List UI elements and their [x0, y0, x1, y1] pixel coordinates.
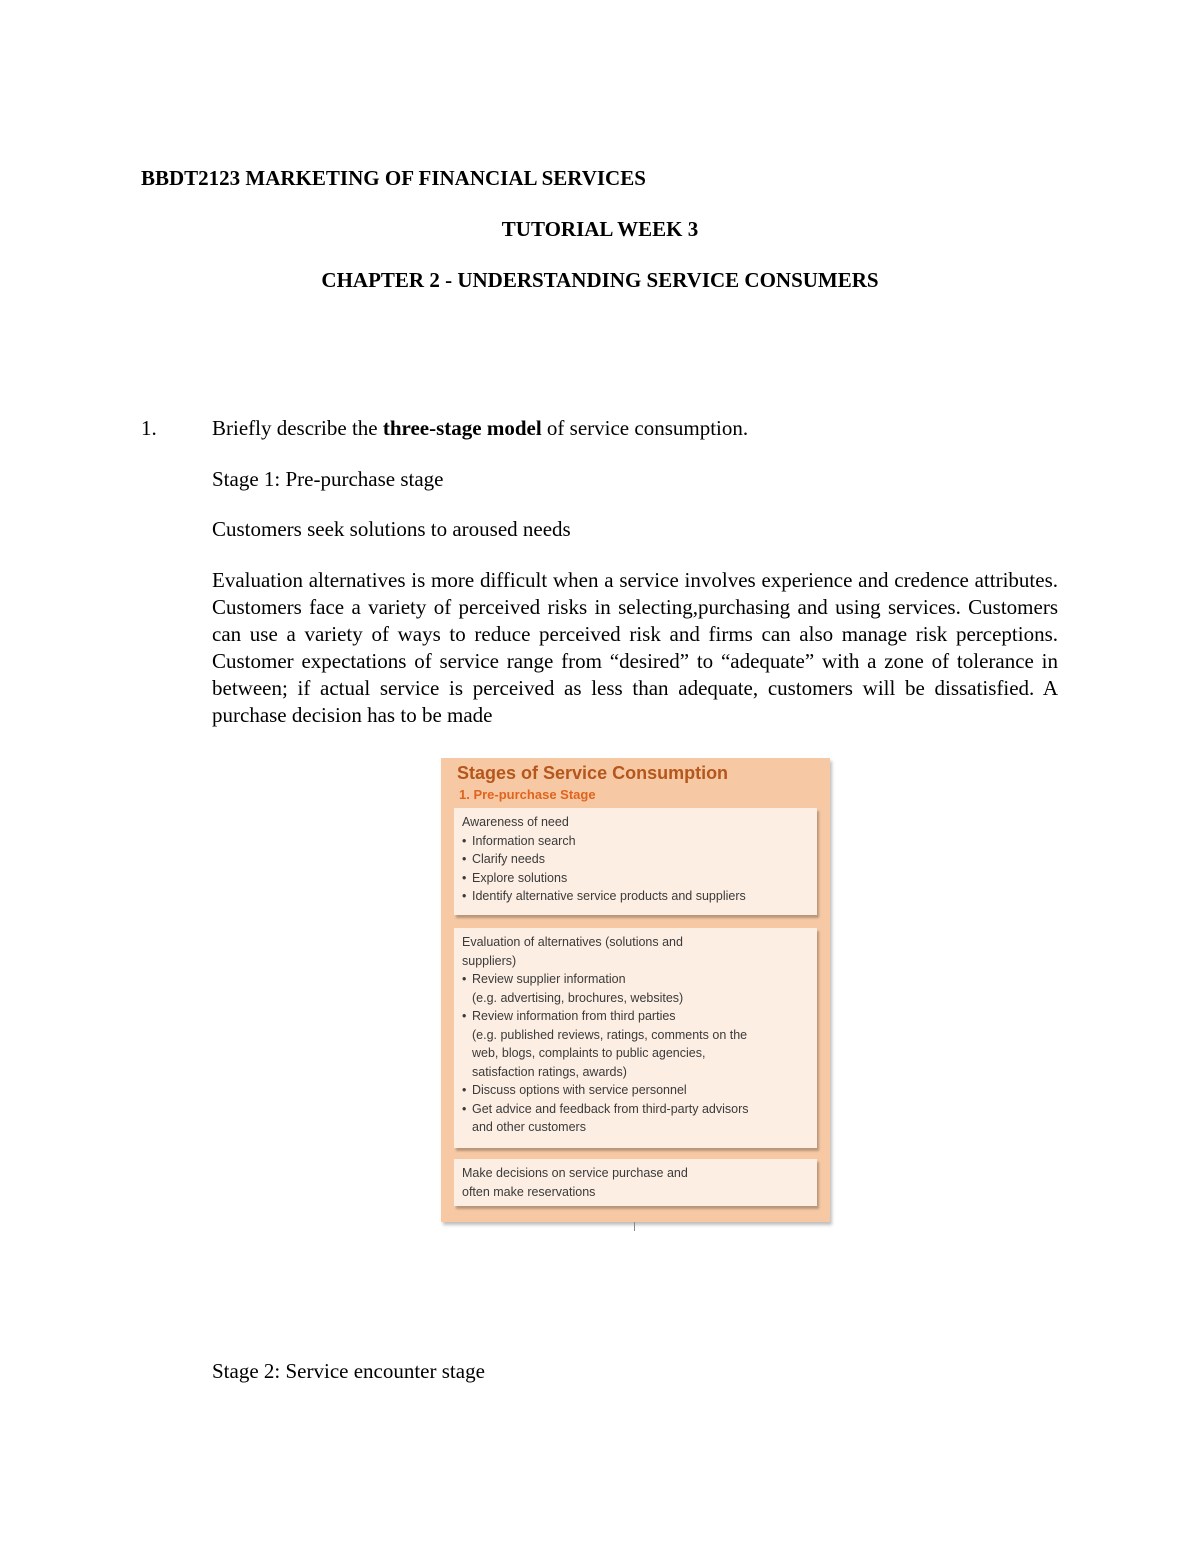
list-item-text: Review information from third parties [472, 1009, 676, 1023]
awareness-heading: Awareness of need [462, 815, 569, 829]
list-item [462, 1081, 809, 1100]
tutorial-week-heading: TUTORIAL WEEK 3 [501, 217, 699, 241]
question-text [212, 416, 748, 441]
question-number: 1. [141, 416, 157, 440]
list-item [462, 887, 809, 906]
list-item [462, 832, 809, 851]
course-title: BBDT2123 MARKETING OF FINANCIAL SERVICES [141, 166, 646, 190]
list-item-text: web, blogs, complaints to public agencies, [472, 1046, 706, 1060]
question-text-before: Briefly describe the [212, 416, 383, 440]
list-item-text: (e.g. advertising, brochures, websites) [472, 990, 684, 1005]
list-item-text: Explore solutions [472, 870, 568, 885]
chapter-title: CHAPTER 2 - UNDERSTANDING SERVICE CONSUMERS [321, 268, 879, 292]
list-item-text: and other customers [472, 1120, 586, 1134]
stage1-heading: Stage 1: Pre-purchase stage [212, 467, 444, 491]
awareness-list [462, 832, 809, 906]
list-item-text: Review supplier information [472, 972, 626, 986]
evaluation-heading [462, 933, 809, 970]
evaluation-heading-line1: Evaluation of alternatives (solutions and [462, 935, 683, 949]
list-item-text: satisfaction ratings, awards) [472, 1064, 627, 1079]
list-item [462, 970, 809, 1007]
stage2-heading: Stage 2: Service encounter stage [212, 1359, 485, 1383]
question-text-bold: three-stage model [382, 416, 542, 440]
list-item-text: Information search [472, 833, 576, 848]
list-item [462, 1007, 809, 1081]
decision-line1: Make decisions on service purchase and [462, 1166, 688, 1180]
bullet-icon: • [462, 870, 467, 885]
question-text-after: of service consumption. [541, 416, 749, 440]
stage1-intro: Customers seek solutions to aroused needs [212, 517, 571, 541]
bullet-icon: • [462, 972, 467, 986]
list-item-text: Identify alternative service products and suppliers [472, 889, 746, 903]
list-item-text: Clarify needs [472, 852, 545, 866]
figure-tick-mark [634, 1222, 635, 1231]
evaluation-list [462, 970, 809, 1137]
evaluation-box [454, 928, 817, 1148]
stages-figure [441, 758, 830, 1222]
bullet-icon: • [462, 889, 467, 903]
list-item [462, 850, 809, 869]
figure-title: Stages of Service Consumption [457, 763, 729, 783]
list-item [462, 1100, 809, 1137]
list-item-text: (e.g. published reviews, ratings, comments on the [472, 1027, 748, 1042]
stage1-body: Evaluation alternatives is more difficult when a service involves experience and credence attributes. Customers face a variety of perceived risks in selecting,purchasing and using services. Customers can use a variety of ways to reduce perceived risk and firms can also manage risk perceptions. Customer expectations of service range from “desired” to “adequate” with a zone of tolerance in between; if actual service is perceived as less than adequate, customers will be dissatisfied. A purchase decision has to be made [212, 568, 1058, 727]
figure-stage-label: 1. Pre-purchase Stage [459, 787, 596, 802]
evaluation-heading-line2: suppliers) [462, 953, 517, 968]
list-item-text: Discuss options with service personnel [472, 1083, 687, 1097]
list-item-text: Get advice and feedback from third-party advisors [472, 1101, 749, 1116]
list-item [462, 869, 809, 888]
bullet-icon: • [462, 1083, 467, 1097]
bullet-icon: • [462, 1009, 467, 1023]
bullet-icon: • [462, 1101, 467, 1116]
decision-box [454, 1159, 817, 1206]
bullet-icon: • [462, 852, 467, 866]
awareness-box [454, 808, 817, 915]
decision-line2: often make reservations [462, 1184, 596, 1199]
bullet-icon: • [462, 833, 467, 848]
